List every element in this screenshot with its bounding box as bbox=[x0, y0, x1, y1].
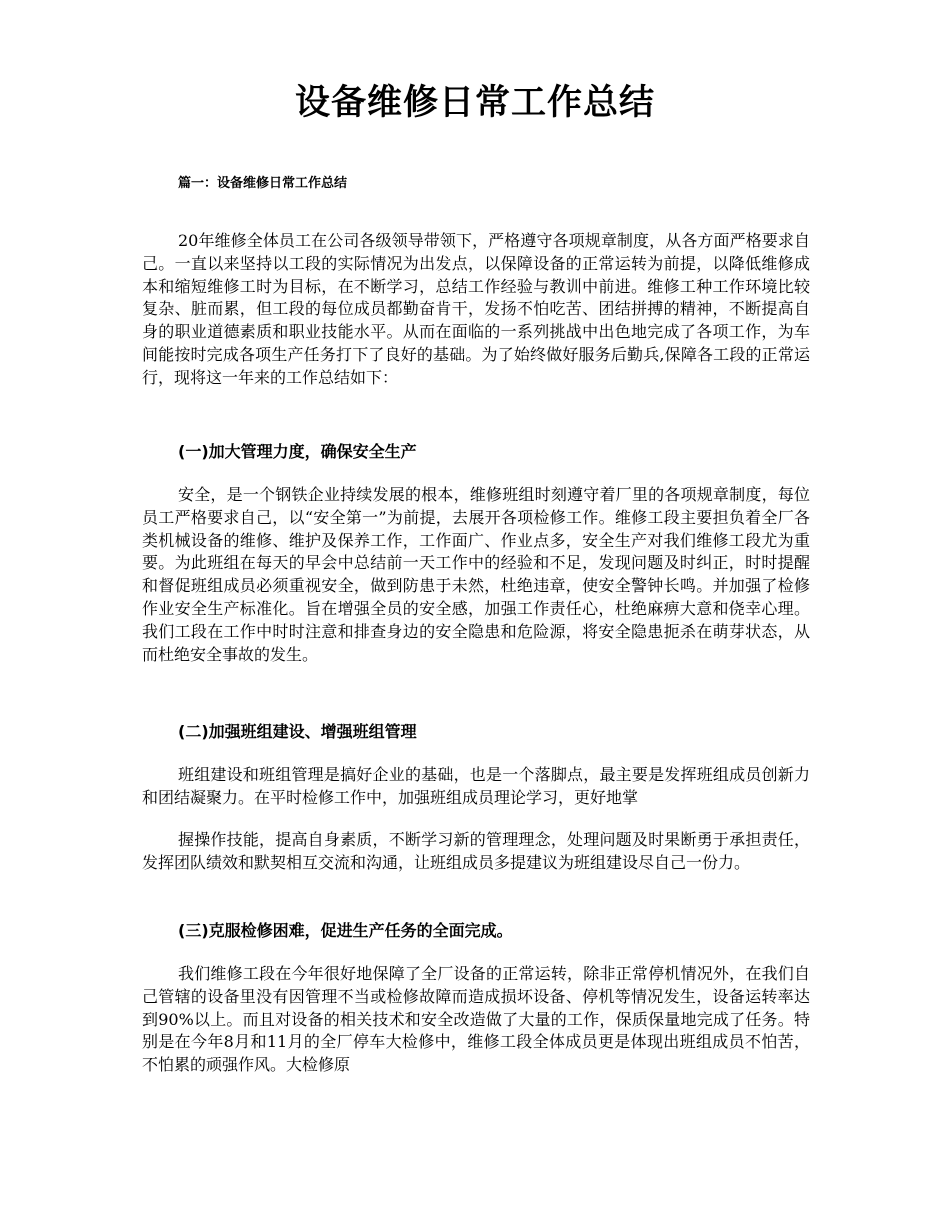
section-1-paragraph: 安全，是一个钢铁企业持续发展的根本，维修班组时刻遵守着厂里的各项规章制度，每位员工严格要求自己，以“安全第一”为前提，去展开各项检修工作。维修工段主要担负着全厂各类机械设备的维修、维护及保养工作，工作面广、作业点多，安全生产对我们维修工段尤为重要。为此班组在每天的早会中总结前一天工作中的经验和不足，发现问题及时纠正，时时提醒和督促班组成员必须重视安全，做到防患于未然，杜绝违章，使安全警钟长鸣。并加强了检修作业安全生产标准化。旨在增强全员的安全感，加强工作责任心，杜绝麻痹大意和侥幸心理。我们工段在工作中时时注意和排查身边的安全隐患和危险源，将安全隐患扼杀在萌芽状态，从而杜绝安全事故的发生。 bbox=[142, 485, 810, 664]
intro-paragraph: 20年维修全体员工在公司各级领导带领下，严格遵守各项规章制度，从各方面严格要求自己。一直以来坚持以工段的实际情况为出发点，以保障设备的正常运转为前提，以降低维修成本和缩短维修工时为目标，在不断学习，总结工作经验与教训中前进。维修工种工作环境比较复杂、脏而累，但工段的每位成员都勤奋肯干，发扬不怕吃苦、团结拼搏的精神，不断提高自身的职业道德素质和职业技能水平。从而在面临的一系列挑战中出色地完成了各项工作，为车间能按时完成各项生产任务打下了良好的基础。为了始终做好服务后勤兵,保障各工段的正常运行，现将这一年来的工作总结如下： bbox=[142, 231, 810, 387]
section-heading-3: (三)克服检修困难，促进生产任务的全面完成。 bbox=[178, 921, 513, 940]
document-title: 设备维修日常工作总结 bbox=[294, 83, 655, 123]
section-heading-2: (二)加强班组建设、增强班组管理 bbox=[178, 722, 417, 741]
section-2-paragraph-continued: 握操作技能，提高自身素质，不断学习新的管理理念，处理问题及时果断勇于承担责任，发挥团队绩效和默契相互交流和沟通，让班组成员多提建议为班组建设尽自己一份力。 bbox=[142, 830, 810, 872]
section-3-paragraph: 我们维修工段在今年很好地保障了全厂设备的正常运转，除非正常停机情况外，在我们自己管辖的设备里没有因管理不当或检修故障而造成损坏设备、停机等情况发生，设备运转率达到90%以上。而且对设备的相关技术和安全改造做了大量的工作，保质保量地完成了任务。特别是在今年8月和11月的全厂停车大检修中，维修工段全体成员更是体现出班组成员不怕苦，不怕累的顽强作风。大检修原 bbox=[142, 964, 810, 1075]
section-2-paragraph: 班组建设和班组管理是搞好企业的基础，也是一个落脚点，最主要是发挥班组成员创新力和团结凝聚力。在平时检修工作中，加强班组成员理论学习，更好地掌 bbox=[142, 765, 810, 807]
section-heading-1: (一)加大管理力度，确保安全生产 bbox=[178, 442, 417, 461]
document-subtitle: 篇一：设备维修日常工作总结 bbox=[178, 176, 348, 191]
